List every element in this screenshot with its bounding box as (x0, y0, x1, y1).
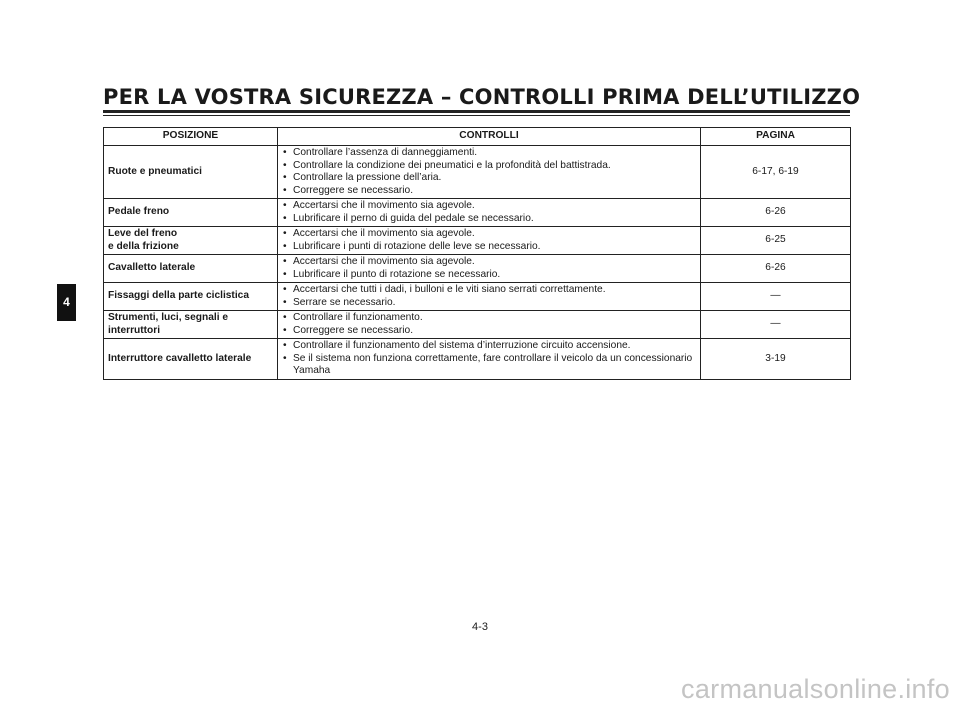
row-page: 6-17, 6-19 (701, 146, 851, 199)
check-item (283, 213, 696, 226)
title-rule-thin (103, 115, 850, 116)
table-row (104, 146, 851, 199)
check-item (283, 269, 696, 282)
check-item-text: Serrare se necessario. (293, 296, 396, 308)
check-item-text: Lubrificare il punto di rotazione se necessario. (293, 268, 501, 280)
position-line: e della frizione (108, 240, 179, 252)
check-item-text: Controllare la pressione dell’aria. (293, 172, 442, 183)
table-row (104, 255, 851, 283)
check-item (283, 185, 696, 198)
table-row (104, 339, 851, 380)
position-line: Leve del freno (108, 228, 178, 239)
check-item-text: Accertarsi che il movimento sia agevole. (293, 200, 475, 211)
header-posizione: POSIZIONE (104, 128, 278, 146)
title-rule-thick (103, 110, 850, 113)
check-list (283, 256, 696, 281)
check-item-text: Accertarsi che il movimento sia agevole. (293, 228, 475, 239)
row-checks (278, 199, 701, 227)
row-page: 6-26 (701, 255, 851, 283)
check-item (283, 256, 696, 269)
check-item-text: Controllare il funzionamento del sistema d’interruzione circuito accensione. (293, 340, 631, 351)
check-item (283, 172, 696, 185)
check-item (283, 284, 696, 297)
row-position (104, 199, 278, 227)
row-page: — (701, 311, 851, 339)
check-list (283, 284, 696, 309)
row-position (104, 255, 278, 283)
table-row (104, 227, 851, 255)
position-line: Interruttore cavalletto laterale (108, 352, 252, 364)
check-item-text: Se il sistema non funziona correttamente, fare controllare il veicolo da un concessionario Yamaha (293, 352, 693, 376)
check-item (283, 325, 696, 338)
table-row (104, 311, 851, 339)
row-position (104, 283, 278, 311)
check-item (283, 228, 696, 241)
table-row (104, 199, 851, 227)
row-checks (278, 146, 701, 199)
row-position (104, 146, 278, 199)
check-item (283, 353, 696, 378)
watermark: carmanualsonline.info (681, 674, 950, 704)
check-item-text: Controllare l’assenza di danneggiamenti. (293, 147, 478, 158)
row-checks (278, 311, 701, 339)
check-item-text: Lubrificare i punti di rotazione delle leve se necessario. (293, 240, 541, 252)
check-item-text: Correggere se necessario. (293, 324, 414, 336)
position-line: Pedale freno (108, 206, 170, 218)
row-position (104, 339, 278, 380)
row-position (104, 227, 278, 255)
row-checks (278, 227, 701, 255)
header-pagina: PAGINA (701, 128, 851, 146)
check-item (283, 160, 696, 173)
check-item (283, 147, 696, 160)
check-item-text: Correggere se necessario. (293, 184, 414, 196)
position-line: Strumenti, luci, segnali e (108, 312, 229, 323)
check-list (283, 147, 696, 197)
header-controlli: CONTROLLI (278, 128, 701, 146)
row-position (104, 311, 278, 339)
row-page: 6-25 (701, 227, 851, 255)
row-page: 6-26 (701, 199, 851, 227)
check-item (283, 200, 696, 213)
check-item-text: Controllare il funzionamento. (293, 312, 423, 323)
table-row (104, 283, 851, 311)
chapter-tab: 4 (57, 284, 76, 321)
check-item-text: Lubrificare il perno di guida del pedale se necessario. (293, 212, 534, 224)
check-list (283, 312, 696, 337)
row-checks (278, 255, 701, 283)
page-number: 4-3 (472, 621, 488, 633)
check-item (283, 297, 696, 310)
check-item-text: Accertarsi che il movimento sia agevole. (293, 256, 475, 267)
check-item-text: Accertarsi che tutti i dadi, i bulloni e le viti siano serrati correttamente. (293, 284, 606, 295)
position-line: interruttori (108, 324, 161, 336)
row-checks (278, 339, 701, 380)
controls-table (103, 127, 851, 380)
position-line: Cavalletto laterale (108, 262, 196, 274)
table-header-row (104, 128, 851, 146)
row-page: 3-19 (701, 339, 851, 380)
position-line: Ruote e pneumatici (108, 165, 202, 177)
row-page: — (701, 283, 851, 311)
row-checks (278, 283, 701, 311)
position-line: Fissaggi della parte ciclistica (108, 290, 249, 302)
page-title: PER LA VOSTRA SICUREZZA – CONTROLLI PRIMA DELL’UTILIZZO (103, 85, 861, 109)
check-list (283, 200, 696, 225)
check-item-text: Controllare la condizione dei pneumatici e la profondità del battistrada. (293, 159, 611, 171)
check-list (283, 228, 696, 253)
check-list (283, 340, 696, 378)
check-item (283, 241, 696, 254)
check-item (283, 312, 696, 325)
check-item (283, 340, 696, 353)
